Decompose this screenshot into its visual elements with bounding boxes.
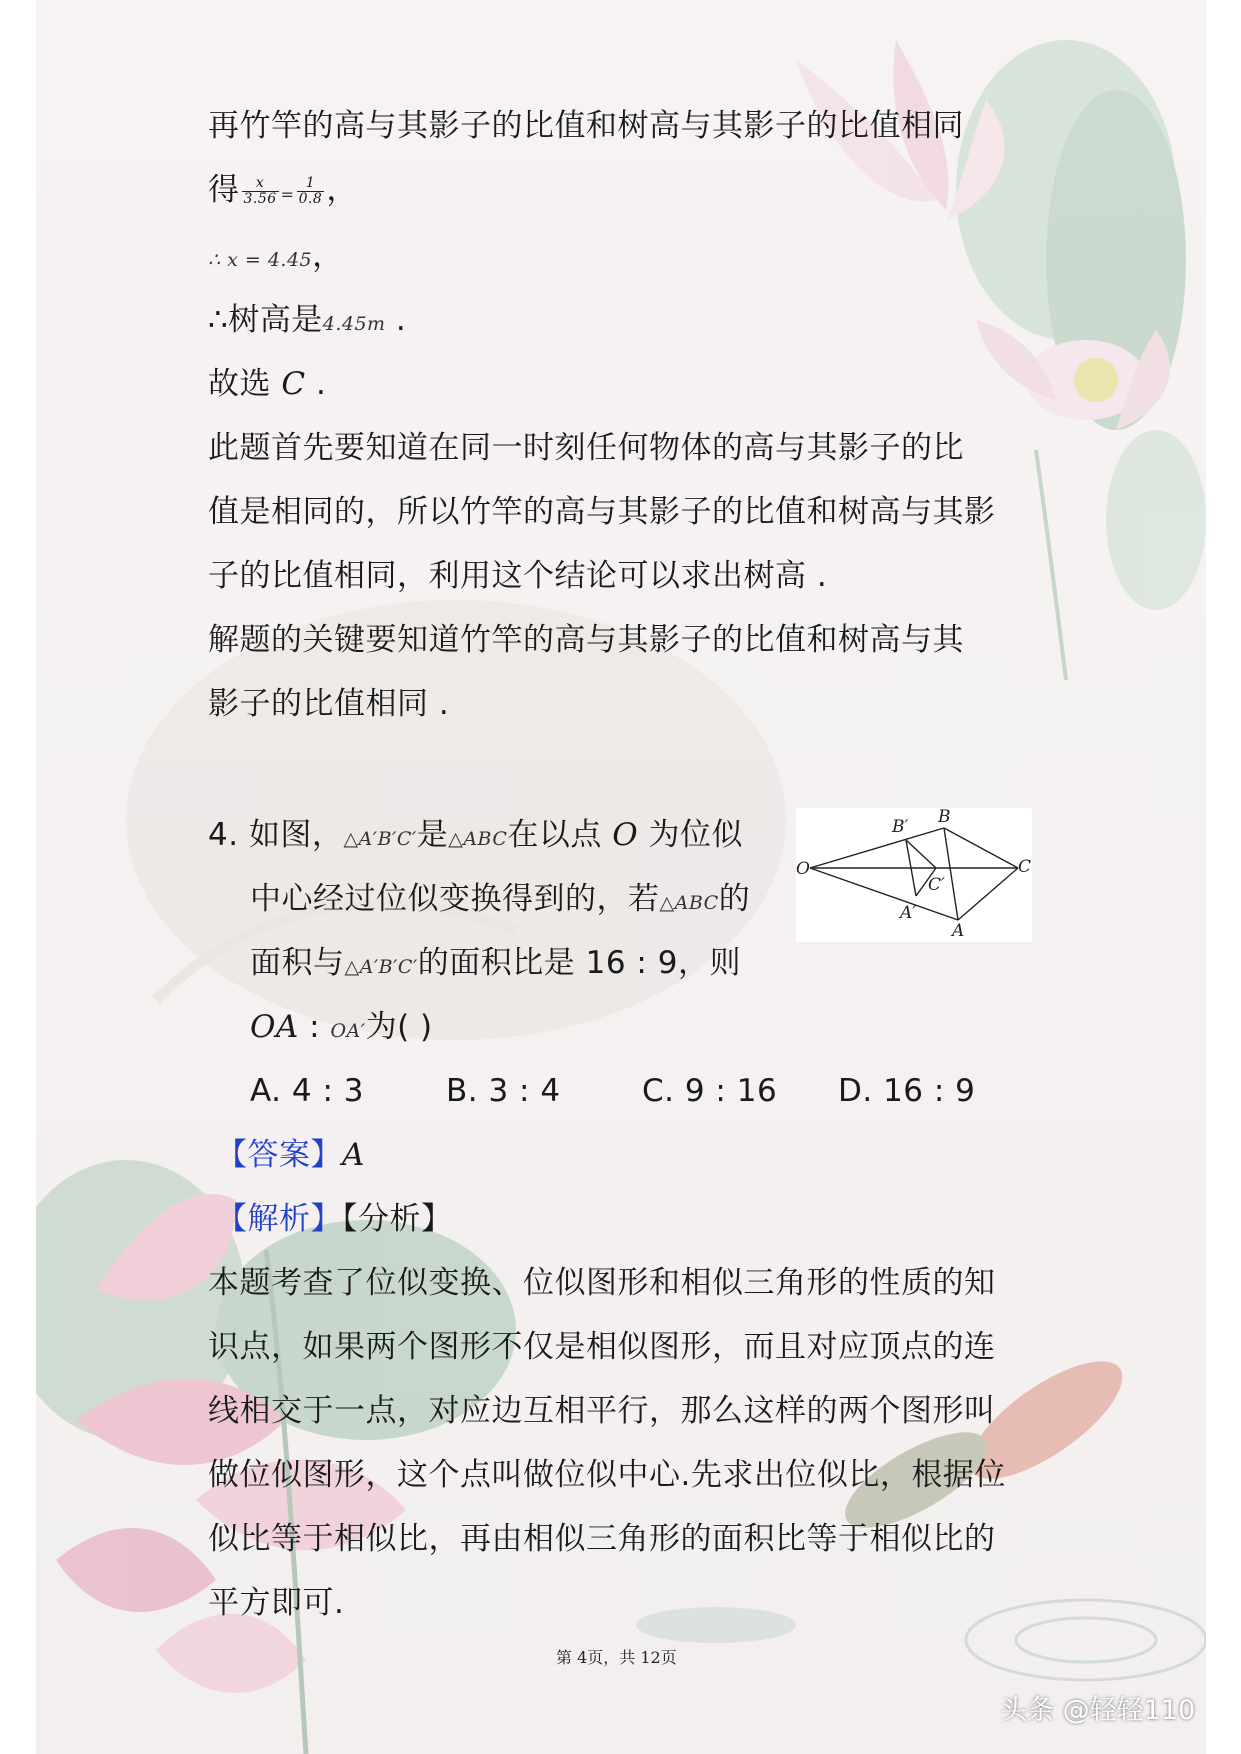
document-page [36, 0, 1206, 1754]
text-fragment: 面积与 [250, 945, 345, 981]
equation-line [208, 170, 358, 215]
text-line: 识点，如果两个图形不仅是相似图形，而且对应顶点的连 [208, 1329, 996, 1365]
text-line: 值是相同的，所以竹竿的高与其影子的比值和树高与其影 [208, 494, 996, 530]
fraction-numerator: 1 [297, 176, 325, 192]
answer-tag: 【答案】 [216, 1137, 342, 1173]
watermark-text: 头条 @轻轻110 [1000, 1695, 1196, 1726]
label-b-prime: B′ [892, 817, 909, 837]
fraction [242, 176, 279, 207]
option-b: B. 3 : 4 [446, 1073, 561, 1109]
fraction-denominator: 0.8 [298, 191, 323, 207]
text-fragment: ∴树高是 [208, 302, 323, 338]
math-expression: OA [250, 1009, 299, 1045]
analysis-subtag: 【分析】 [342, 1201, 453, 1237]
homothety-figure [796, 808, 1032, 942]
text-fragment: 是 [416, 817, 449, 853]
analysis-header [216, 1199, 453, 1239]
text-line [208, 300, 406, 344]
text-fragment: 为( ) [365, 1009, 433, 1045]
text-fragment: . [385, 302, 407, 338]
text-line: 本题考查了位似变换、位似图形和相似三角形的性质的知 [208, 1265, 996, 1301]
text-fragment: 如图， [248, 817, 344, 853]
text-line: 平方即可. [208, 1585, 345, 1621]
equals-sign: = [280, 185, 295, 204]
text-fragment: 的面积比是 16 : 9，则 [417, 945, 741, 981]
answer-value: A [342, 1137, 365, 1173]
math-expression: O [612, 817, 639, 853]
text-line: 再竹竿的高与其影子的比值和树高与其影子的比值相同 [208, 108, 964, 144]
question-line [208, 815, 743, 859]
question-number: 4. [208, 817, 239, 853]
text-fragment: 在以点 [507, 817, 613, 853]
question-line [250, 1007, 433, 1051]
question-line [250, 879, 750, 923]
math-expression: △ABC [448, 828, 508, 850]
analysis-tag: 【解析】 [216, 1201, 342, 1237]
option-d: D. 16 : 9 [838, 1073, 976, 1109]
math-expression: OA′ [330, 1020, 366, 1042]
text-line: 线相交于一点，对应边互相平行，那么这样的两个图形叫 [208, 1393, 996, 1429]
text-line: 解题的关键要知道竹竿的高与其影子的比值和树高与其 [208, 622, 964, 658]
text-fragment: : [298, 1009, 331, 1045]
text-fragment: 中心经过位似变换得到的，若 [250, 881, 660, 917]
math-expression: C [281, 366, 306, 402]
option-a: A. 4 : 3 [250, 1073, 364, 1109]
label-a: A [952, 921, 965, 941]
text-line: 似比等于相似比，再由相似三角形的面积比等于相似比的 [208, 1521, 996, 1557]
koi-fish-icon [832, 1341, 1140, 1546]
text-line: 子的比值相同，利用这个结论可以求出树高 . [208, 558, 828, 594]
label-c-prime: C′ [928, 875, 945, 895]
text-line [208, 364, 326, 404]
text-fragment: ， [312, 238, 344, 274]
text-line: 影子的比值相同 . [208, 686, 450, 722]
text-fragment: 得 [208, 172, 240, 208]
triangle-diagram [796, 808, 1032, 942]
equation-line [208, 236, 344, 280]
math-expression: △A′B′C′ [344, 956, 418, 978]
fraction-numerator: x [242, 176, 279, 192]
text-line: 此题首先要知道在同一时刻任何物体的高与其影子的比 [208, 430, 964, 466]
math-expression: 4.45m [322, 313, 386, 335]
text-fragment: 故选 [208, 366, 282, 402]
page-footer: 第 4页，共 12页 [556, 1648, 677, 1667]
question-line [250, 943, 741, 987]
water-ripple-icon [636, 1600, 1206, 1680]
label-b: B [938, 808, 951, 827]
label-c: C [1018, 857, 1032, 877]
text-fragment: 的 [718, 881, 751, 917]
answer-line [216, 1135, 365, 1175]
fraction [297, 176, 325, 207]
text-fragment: ， [326, 172, 358, 208]
text-line: 做位似图形，这个点叫做位似中心.先求出位似比，根据位 [208, 1457, 1006, 1493]
fraction-denominator: 3.56 [243, 191, 277, 207]
option-c: C. 9 : 16 [642, 1073, 778, 1109]
math-expression: △A′B′C′ [343, 828, 417, 850]
text-fragment: 为位似 [638, 817, 744, 853]
label-a-prime: A′ [900, 903, 917, 923]
math-expression: △ABC [659, 892, 719, 914]
math-expression: ∴ x = 4.45 [208, 249, 313, 271]
text-fragment: . [305, 366, 327, 402]
label-o: O [796, 859, 810, 879]
